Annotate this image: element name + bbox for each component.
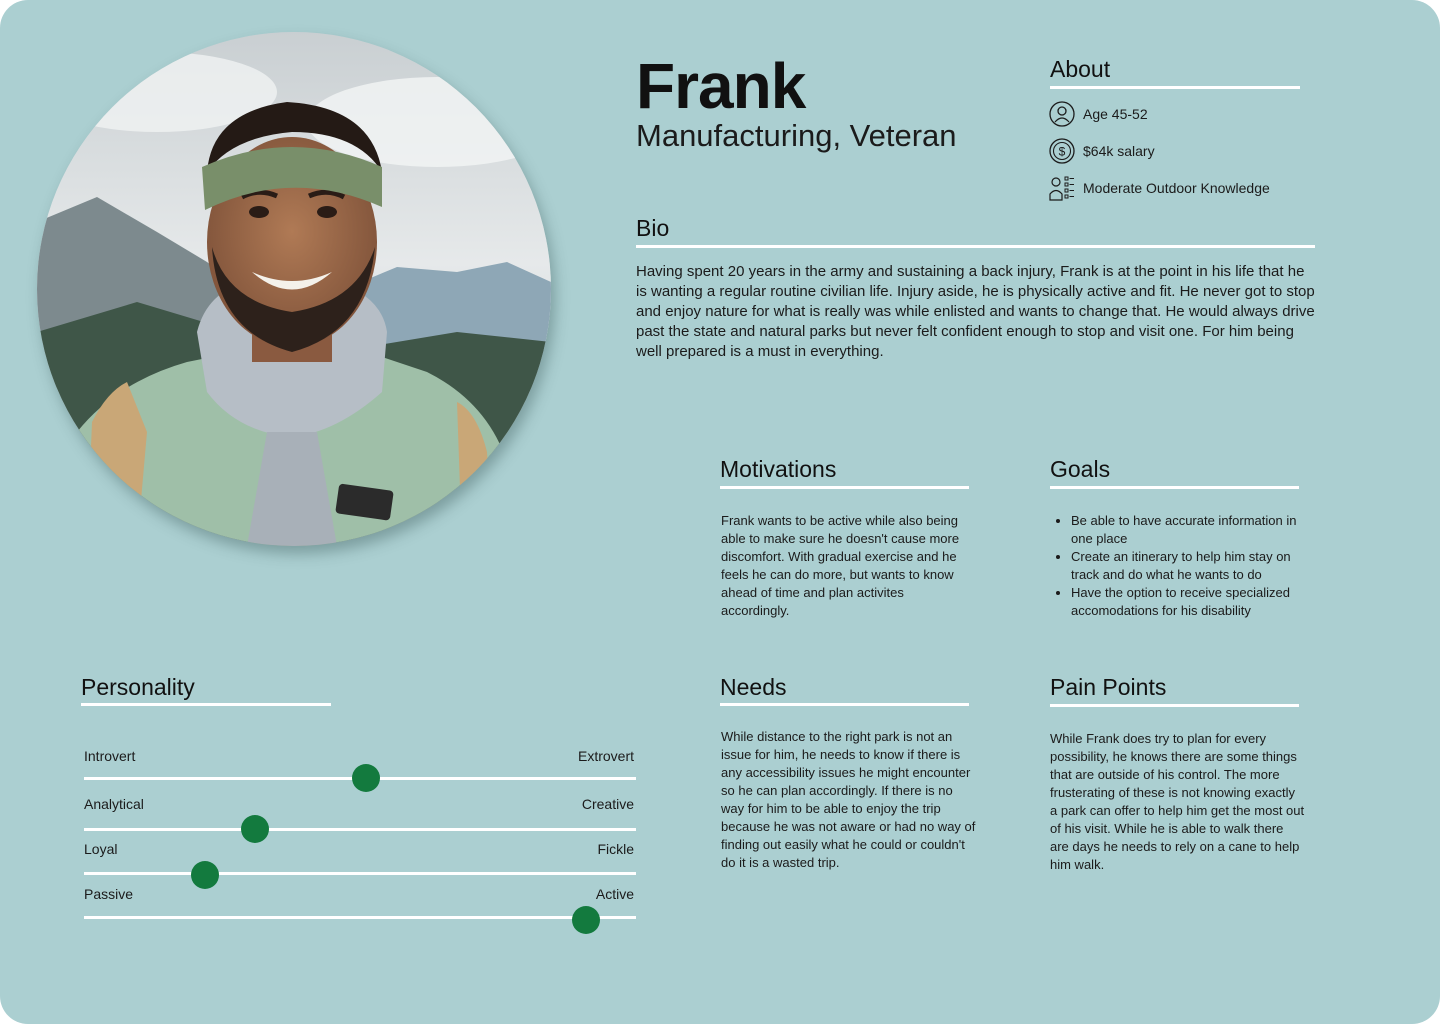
about-knowledge-text: Moderate Outdoor Knowledge <box>1083 180 1270 196</box>
trait-slider-track <box>84 916 636 919</box>
goals-divider <box>1050 486 1299 489</box>
goals-item: • Create an itinerary to help him stay on track and do what he wants to do <box>1071 548 1321 584</box>
person-icon <box>1049 101 1075 127</box>
needs-text: While distance to the right park is not an issue for him, he needs to know if there is any accessibility issues he might encounter so he can plan accordingly. If there is no way for him to be able to enjoy the trip because he was not aware or had no way of finding out easily what he could or couldn't do it is a wasted trip. <box>721 729 976 870</box>
about-age-text: Age 45-52 <box>1083 106 1148 122</box>
trait-left-label: Loyal <box>84 841 118 857</box>
goals-heading: Goals <box>1050 456 1111 482</box>
about-age <box>1049 101 1148 127</box>
trait-left-label: Passive <box>84 886 134 902</box>
trait-slider-knob[interactable] <box>241 815 269 843</box>
trait-right-label: Extrovert <box>577 748 634 764</box>
persona-photo <box>37 32 551 546</box>
about-salary <box>1049 138 1155 164</box>
goals-list <box>1055 512 1321 620</box>
trait-right-label: Creative <box>581 796 634 812</box>
trait-left-label: Analytical <box>84 796 144 812</box>
personality-divider <box>81 703 331 706</box>
trait-slider-knob[interactable] <box>191 861 219 889</box>
needs-divider <box>720 703 969 706</box>
dollar-icon <box>1049 138 1075 164</box>
about-heading: About <box>1050 56 1111 82</box>
goals-item: • Be able to have accurate information in one place <box>1071 512 1321 548</box>
motivations-heading: Motivations <box>720 456 837 482</box>
personality-heading: Personality <box>81 674 195 700</box>
needs-heading: Needs <box>720 674 787 700</box>
persona-subtitle: Manufacturing, Veteran <box>636 118 957 153</box>
svg-text:$: $ <box>1058 144 1066 159</box>
trait-slider-knob[interactable] <box>352 764 380 792</box>
about-knowledge <box>1049 175 1270 201</box>
bio-heading: Bio <box>636 215 670 241</box>
motivations-text: Frank wants to be active while also being able to make sure he doesn't cause more discomfort. With gradual exercise and he feels he can do more, but wants to know ahead of time and plan activites accordingly. <box>721 513 960 618</box>
pain-points-text: While Frank does try to plan for every possibility, he knows there are some things that are outside of his control. The more frusterating of these is not knowing exactly a park can offer to help him get the most out of his visit. While he is able to walk there are days he needs to rely on a cane to help him walk. <box>1050 731 1305 872</box>
trait-slider-knob[interactable] <box>572 906 600 934</box>
trait-right-label: Fickle <box>597 841 634 857</box>
about-salary-text: $64k salary <box>1083 143 1155 159</box>
persona-name: Frank <box>636 50 806 122</box>
about-divider <box>1050 86 1300 89</box>
pain-points-divider <box>1050 704 1299 707</box>
trait-right-label: Active <box>595 886 634 902</box>
pain-points-heading: Pain Points <box>1050 674 1167 700</box>
trait-slider-track <box>84 828 636 831</box>
trait-slider-track <box>84 872 636 875</box>
trait-left-label: Introvert <box>84 748 136 764</box>
goals-item: • Have the option to receive specialized accomodations for his disability <box>1071 584 1321 620</box>
knowledge-icon <box>1049 175 1075 201</box>
bio-text: Having spent 20 years in the army and sustaining a back injury, Frank is at the point in his life that he is wanting a regular routine civilian life. Injury aside, he is physically active and fit. He never got to stop and enjoy nature for what is really was while enlisted and wants to change that. He would always drive past the state and natural parks but never felt confident enough to stop and visit one. For him being well prepared is a must in everything. <box>636 263 1315 360</box>
motivations-divider <box>720 486 969 489</box>
bio-divider <box>636 245 1315 248</box>
